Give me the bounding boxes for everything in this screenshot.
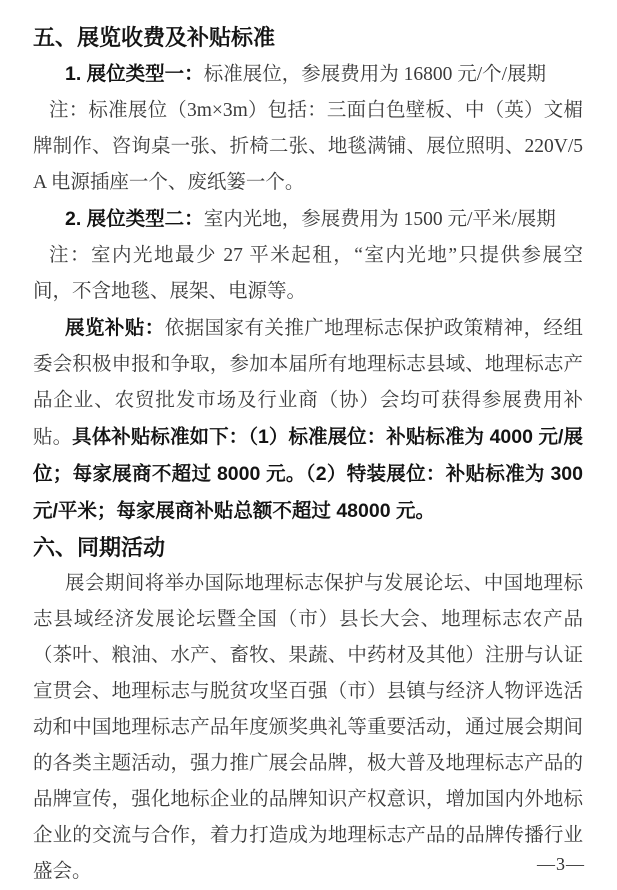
bold-text-run: 展览补贴：: [65, 317, 165, 339]
paragraph: [33, 238, 583, 310]
bold-text-run: 2. 展位类型二：: [65, 208, 204, 230]
bold-text-run: 五、展览收费及补贴标准: [33, 25, 276, 50]
text-run: 展会期间将举办国际地理标志保护与发展论坛、中国地理标志县域经济发展论坛暨全国（市）县长大会、地理标志农产品（茶叶、粮油、水产、畜牧、果蔬、中药材及其他）注册与认证宣贯会、地理标志与脱贫攻坚百强（市）县镇与经济人物评选活动和中国地理标志产品年度颁奖典礼等重要活动，通过展会期间的各类主题活动，强力推广展会品牌，极大普及地理标志产品的品牌宣传，强化地标企业的品牌知识产权意识，增加国内外地标企业的交流与合作，着力打造成为地理标志产品的品牌传播行业盛会。: [33, 573, 583, 882]
text-run: 注：标准展位（3m×3m）包括：三面白色壁板、中（英）文楣牌制作、咨询桌一张、折椅二张、地毯满铺、展位照明、220V/5A 电源插座一个、废纸篓一个。: [33, 100, 583, 193]
section-heading: [33, 20, 583, 56]
text-run: 依据国家有关推广地理标志保护政策精神，经组委会积极申报和争取，参加本届所有地理标志县域、地理标志产品企业、农贸批发市场及行业商（协）会均可获得参展费用补贴。: [33, 318, 583, 448]
paragraph: [33, 56, 583, 93]
paragraph: [33, 310, 583, 530]
paragraph: [33, 93, 583, 201]
bold-text-run: 1. 展位类型一：: [65, 63, 204, 85]
paragraph: [33, 566, 583, 890]
section-heading: [33, 530, 583, 566]
text-run: 标准展位，参展费用为 16800 元/个/展期: [203, 64, 547, 85]
paragraph: [33, 201, 583, 238]
bold-text-run: 六、同期活动: [33, 535, 166, 560]
document-body: [33, 20, 583, 890]
page-number: —3—: [537, 854, 585, 874]
text-run: 注：室内光地最少 27 平米起租，“室内光地”只提供参展空间，不含地毯、展架、电源等。: [33, 245, 583, 302]
text-run: 室内光地，参展费用为 1500 元/平米/展期: [203, 209, 556, 230]
bold-text-run: 具体补贴标准如下：（1）标准展位：补贴标准为 4000 元/展位；每家展商不超过 8000 元。（2）特装展位：补贴标准为 300 元/平米；每家展商补贴总额不超过 48000 元。: [33, 426, 583, 522]
